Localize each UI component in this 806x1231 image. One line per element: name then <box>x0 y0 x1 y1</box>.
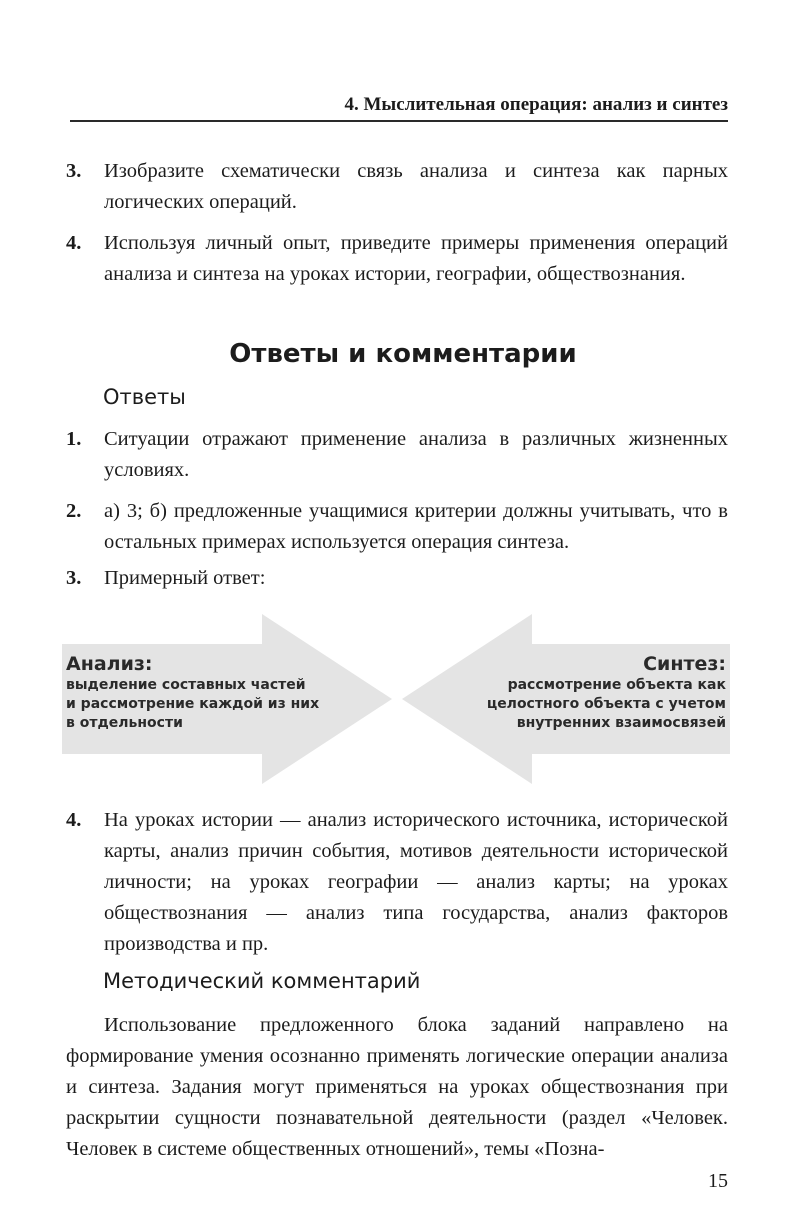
answer-1 <box>66 424 728 486</box>
method-paragraph: Использование предложенного блока заданий направлено на формирование умения осознанно применять логические операции анализа и синтеза. Задания могут применяться на уроках обществознания при раскрытии сущности познавательной деятельности (раздел «Человек. Человек в системе общественных отношений», темы «Позна- <box>66 1014 728 1160</box>
answer-4 <box>66 805 728 960</box>
task-number: 3. <box>66 160 82 182</box>
answer-number: 4. <box>66 809 82 831</box>
section-title: Ответы и комментарии <box>229 339 577 369</box>
analysis-block <box>66 652 386 733</box>
answers-heading: Ответы <box>103 385 186 409</box>
page-number: 15 <box>708 1170 728 1192</box>
answer-text: а) 3; б) предложенные учащимися критерии должны учитывать, что в остальных примерах используется операция синтеза. <box>104 500 728 553</box>
analysis-line: выделение составных частей <box>66 677 306 693</box>
analysis-line: в отдельности <box>66 715 183 731</box>
answer-text: На уроках истории — анализ исторического источника, исторической карты, анализ причин события, мотивов деятельности исторической личности; на уроках географии — анализ карты; на уроках обществознания — анализ типа государства, анализ факторов производства и пр. <box>104 809 728 955</box>
task-number: 4. <box>66 232 82 254</box>
answer-text: Примерный ответ: <box>104 567 266 589</box>
method-heading: Методический комментарий <box>103 969 421 993</box>
answer-number: 1. <box>66 428 82 450</box>
task-3 <box>66 156 728 218</box>
synthesis-line: целостного объекта с учетом <box>486 696 726 712</box>
synthesis-line: внутренних взаимосвязей <box>516 715 726 731</box>
running-header: 4. Мыслительная операция: анализ и синтез <box>70 92 728 122</box>
answer-text: Ситуации отражают применение анализа в различных жизненных условиях. <box>104 428 728 481</box>
analysis-title: Анализ: <box>66 653 153 675</box>
answer-3 <box>66 563 728 594</box>
synthesis-line: рассмотрение объекта как <box>507 677 726 693</box>
answer-2 <box>66 496 728 558</box>
task-4 <box>66 228 728 290</box>
synthesis-block <box>406 652 726 733</box>
analysis-synthesis-diagram <box>62 614 730 784</box>
answer-number: 3. <box>66 567 82 589</box>
synthesis-title: Синтез: <box>643 653 726 675</box>
answer-number: 2. <box>66 500 82 522</box>
task-text: Используя личный опыт, приведите примеры применения операций анализа и синтеза на уроках истории, географии, обществознания. <box>104 232 728 285</box>
analysis-line: и рассмотрение каждой из них <box>66 696 320 712</box>
task-text: Изобразите схематически связь анализа и синтеза как парных логических операций. <box>104 160 728 213</box>
